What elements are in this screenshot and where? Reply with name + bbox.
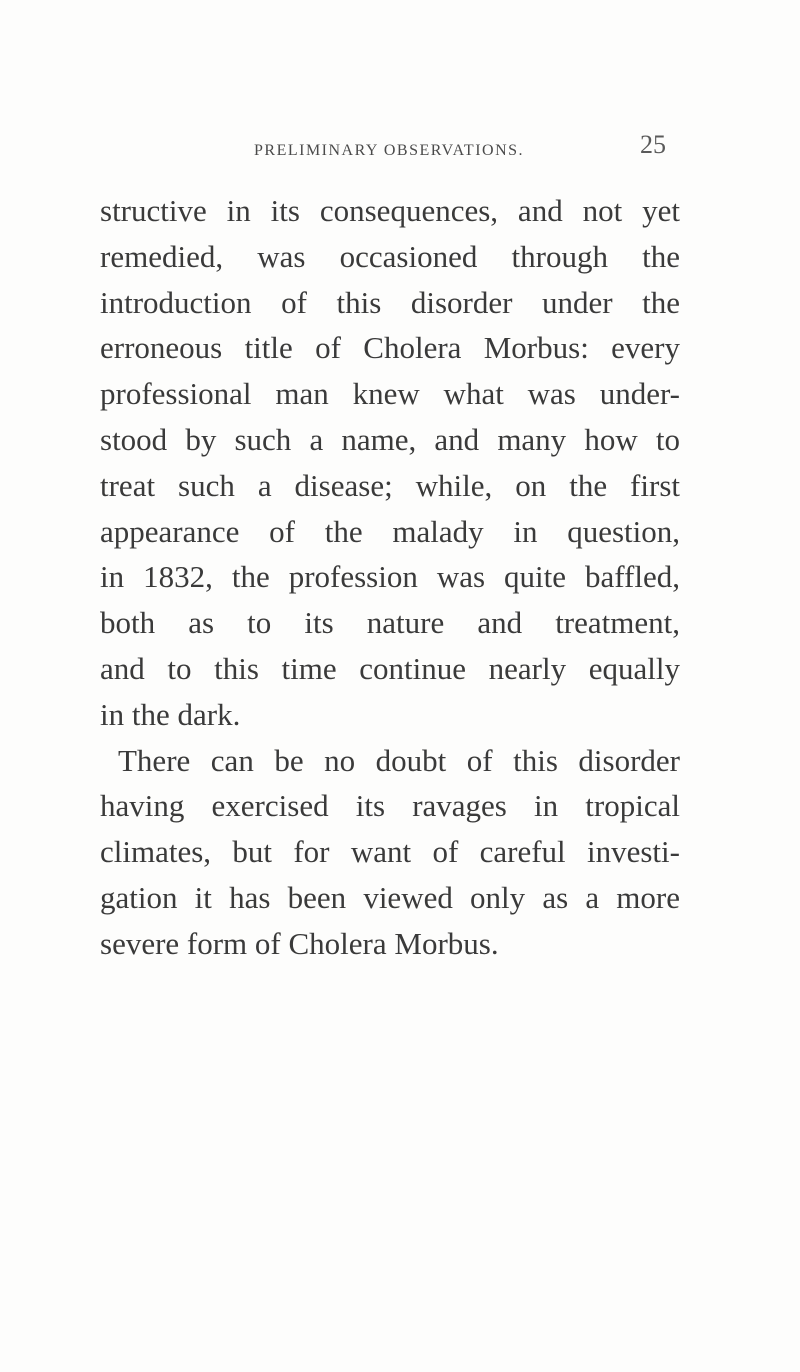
text-line: erroneous title of Cholera Morbus: every: [100, 330, 680, 366]
text-line: professional man knew what was under-: [100, 376, 680, 412]
body-text: [100, 188, 680, 967]
text-line: stood by such a name, and many how to: [100, 421, 680, 457]
text-line: and to this time continue nearly equally: [100, 650, 680, 686]
page-number: 25: [640, 130, 666, 159]
text-line: There can be no doubt of this disorder: [118, 742, 680, 778]
text-line: both as to its nature and treatment,: [100, 605, 680, 641]
text-line: remedied, was occasioned through the: [100, 238, 680, 274]
text-line: climates, but for want of careful investi-: [100, 834, 680, 870]
text-line: having exercised its ravages in tropical: [100, 788, 680, 824]
text-line: severe form of Cholera Morbus.: [100, 925, 499, 961]
text-line: introduction of this disorder under the: [100, 284, 680, 320]
text-line: in the dark.: [100, 696, 241, 732]
paragraph-1: [100, 188, 680, 738]
text-line: structive in its consequences, and not yet: [100, 193, 680, 228]
text-line: in 1832, the profession was quite baffled,: [100, 559, 680, 595]
running-head: PRELIMINARY OBSERVATIONS.: [254, 142, 525, 159]
paragraph-2: [100, 738, 680, 967]
text-line: appearance of the malady in question,: [100, 513, 680, 549]
text-line: treat such a disease; while, on the first: [100, 467, 680, 503]
text-line: gation it has been viewed only as a more: [100, 879, 680, 915]
